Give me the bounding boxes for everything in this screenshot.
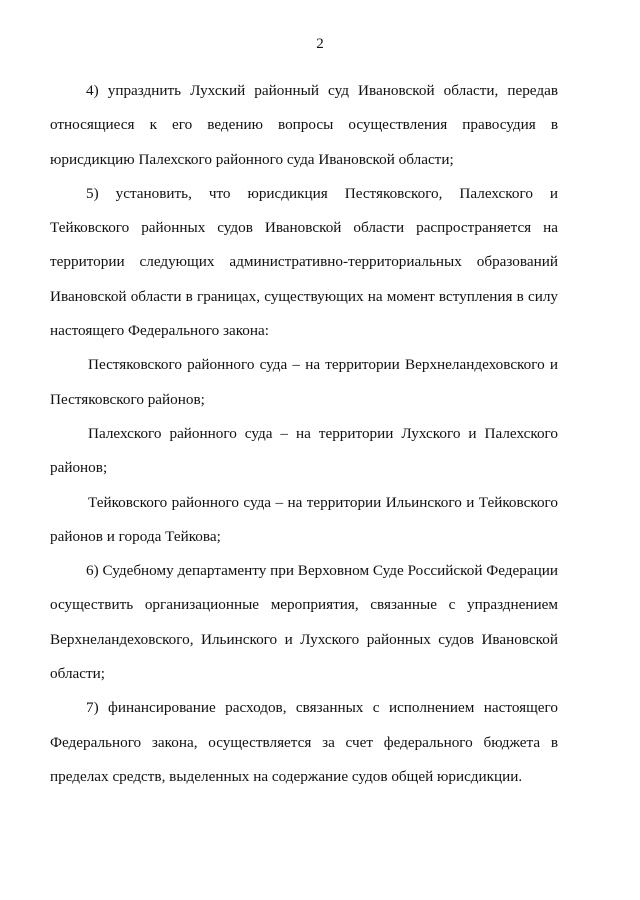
paragraph-item-6: 6) Судебному департаменту при Верховном Суде Российской Федерации осуществить организационные мероприятия, связанные с упразднением Верхнеландеховского, Ильинского и Лухского районных судов Ивановской области; bbox=[50, 562, 558, 683]
paragraph-item-4: 4) упразднить Лухский районный суд Ивановской области, передав относящиеся к его ведению вопросы осуществления правосудия в юрисдикцию Палехского районного суда Ивановской области; bbox=[50, 82, 558, 168]
paragraph-item-7: 7) финансирование расходов, связанных с исполнением настоящего Федерального закона, осуществляется за счет федерального бюджета в пределах средств, выделенных на содержание судов общей юрисдикции. bbox=[50, 699, 558, 785]
paragraph-palekhsky-court: Палехского районного суда – на территории Лухского и Палехского районов; bbox=[50, 424, 558, 477]
page-number: 2 bbox=[316, 36, 324, 52]
paragraph-pestyakovsky-court: Пестяковского районного суда – на территории Верхнеландеховского и Пестяковского районов; bbox=[50, 356, 558, 408]
paragraph-item-5: 5) установить, что юрисдикция Пестяковского, Палехского и Тейковского районных судов Ивановской области распространяется на территории следующих административно-территориальных образований Ивановской области в границах, существующих на момент вступления в силу настоящего Федерального закона: bbox=[50, 184, 558, 340]
paragraph-teykovsky-court: Тейковского районного суда – на территории Ильинского и Тейковского районов и города Тейкова; bbox=[50, 493, 558, 545]
document-body bbox=[50, 74, 558, 794]
